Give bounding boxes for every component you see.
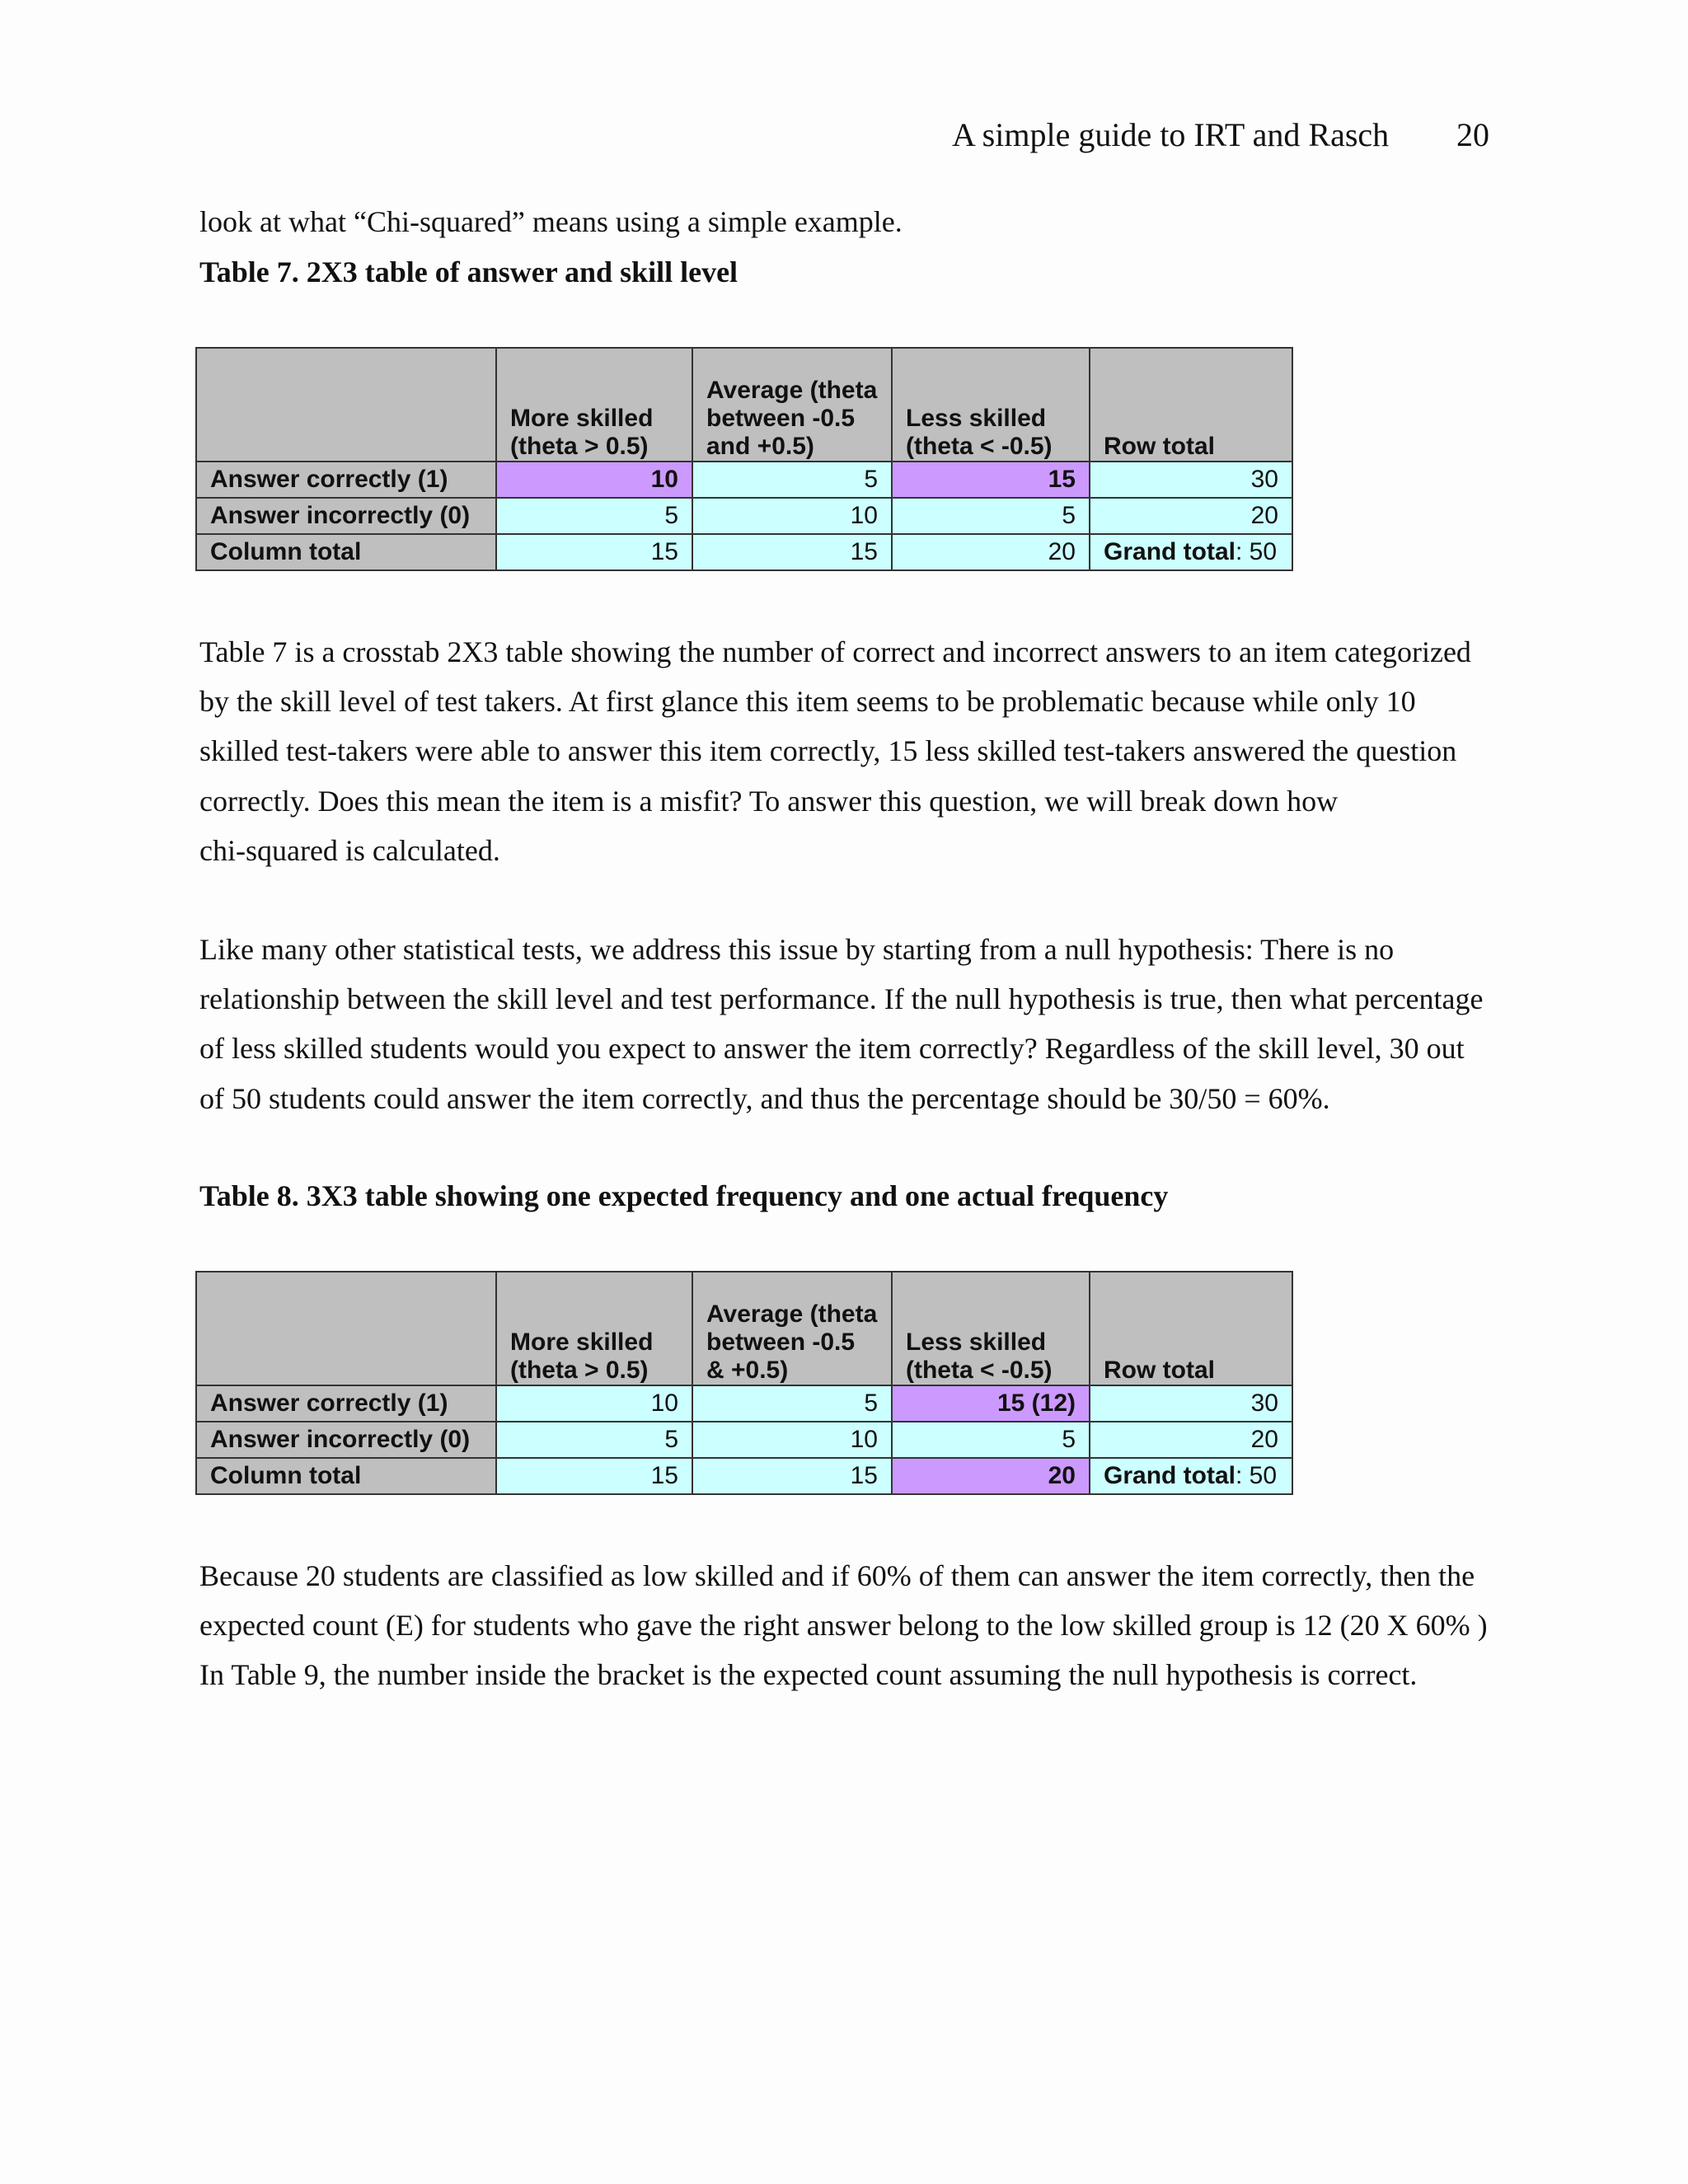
header-row-total: Row total xyxy=(1090,1272,1292,1385)
table-header-row xyxy=(196,1272,1292,1385)
row-label: Answer incorrectly (0) xyxy=(196,1422,496,1458)
table8-caption: Table 8. 3X3 table showing one expected frequency and one actual frequency xyxy=(199,1179,1169,1212)
table8 xyxy=(195,1271,1293,1495)
table-row xyxy=(196,1458,1292,1494)
cell: 15 xyxy=(496,534,692,570)
table7 xyxy=(195,347,1293,571)
header-row-total: Row total xyxy=(1090,348,1292,462)
row-label: Answer incorrectly (0) xyxy=(196,498,496,534)
cell: 5 xyxy=(496,1422,692,1458)
cell: 5 xyxy=(692,1385,892,1422)
header-more-skilled: More skilled (theta > 0.5) xyxy=(496,348,692,462)
cell: 5 xyxy=(496,498,692,534)
grand-total-label: Grand total xyxy=(1104,538,1236,565)
running-title: A simple guide to IRT and Rasch xyxy=(952,116,1390,153)
cell-highlighted: 10 xyxy=(496,462,692,498)
paragraph-line: Because 20 students are classified as low skilled and if 60% of them can answer the item correctly, then the xyxy=(199,1559,1475,1592)
cell-highlighted: 15 (12) xyxy=(892,1385,1090,1422)
cell: 10 xyxy=(692,1422,892,1458)
cell: 15 xyxy=(692,1458,892,1494)
header-less-skilled: Less skilled (theta < -0.5) xyxy=(892,348,1090,462)
paragraph-line: Table 7 is a crosstab 2X3 table showing the number of correct and incorrect answers to an item categorized xyxy=(199,635,1471,668)
row-label: Column total xyxy=(196,534,496,570)
cell: 15 xyxy=(692,534,892,570)
page-number: 20 xyxy=(1456,116,1489,153)
paragraph-line: skilled test-takers were able to answer this item correctly, 15 less skilled test-takers answered the question xyxy=(199,734,1457,768)
header-less-skilled: Less skilled (theta < -0.5) xyxy=(892,1272,1090,1385)
paragraph-line: chi-squared is calculated. xyxy=(199,833,500,867)
grand-total-cell xyxy=(1090,1458,1292,1494)
table-header-row xyxy=(196,348,1292,462)
grand-total-value: : 50 xyxy=(1236,538,1278,565)
header-cell-empty xyxy=(196,348,496,462)
cell: 30 xyxy=(1090,1385,1292,1422)
row-label: Answer correctly (1) xyxy=(196,1385,496,1422)
paragraph-line: correctly. Does this mean the item is a misfit? To answer this question, we will break down how xyxy=(199,784,1339,818)
paragraph3 xyxy=(199,1551,1502,1700)
paragraph-line: Like many other statistical tests, we address this issue by starting from a null hypothesis: There is no xyxy=(199,933,1395,966)
paragraph-line: relationship between the skill level and test performance. If the null hypothesis is true, then what percentage xyxy=(199,982,1484,1016)
cell: 5 xyxy=(692,462,892,498)
paragraph2 xyxy=(199,925,1502,1123)
paragraph-line: expected count (E) for students who gave the right answer belong to the low skilled group is 12 (20 X 60% ) xyxy=(199,1609,1488,1643)
cell: 10 xyxy=(496,1385,692,1422)
header-more-skilled: More skilled (theta > 0.5) xyxy=(496,1272,692,1385)
cell: 20 xyxy=(892,534,1090,570)
running-header xyxy=(952,115,1489,154)
header-average: Average (theta between -0.5 and +0.5) xyxy=(692,348,892,462)
cell-highlighted: 20 xyxy=(892,1458,1090,1494)
cell-highlighted: 15 xyxy=(892,462,1090,498)
cell: 20 xyxy=(1090,498,1292,534)
cell: 10 xyxy=(692,498,892,534)
paragraph1 xyxy=(199,627,1502,875)
cell: 30 xyxy=(1090,462,1292,498)
cell: 5 xyxy=(892,1422,1090,1458)
table-row xyxy=(196,1385,1292,1422)
table7-caption: Table 7. 2X3 table of answer and skill level xyxy=(199,255,738,288)
cell: 5 xyxy=(892,498,1090,534)
header-average: Average (theta between -0.5 & +0.5) xyxy=(692,1272,892,1385)
row-label: Answer correctly (1) xyxy=(196,462,496,498)
paragraph-line: by the skill level of test takers. At first glance this item seems to be problematic because while only 10 xyxy=(199,685,1416,719)
table-row xyxy=(196,498,1292,534)
table-row xyxy=(196,534,1292,570)
cell: 20 xyxy=(1090,1422,1292,1458)
intro-line: look at what “Chi-squared” means using a simple example. xyxy=(199,205,903,238)
cell: 15 xyxy=(496,1458,692,1494)
grand-total-value: : 50 xyxy=(1236,1462,1278,1489)
grand-total-label: Grand total xyxy=(1104,1462,1236,1489)
grand-total-cell xyxy=(1090,534,1292,570)
row-label: Column total xyxy=(196,1458,496,1494)
paragraph-line: In Table 9, the number inside the bracket is the expected count assuming the null hypothesis is correct. xyxy=(199,1658,1418,1692)
table-row xyxy=(196,1422,1292,1458)
header-cell-empty xyxy=(196,1272,496,1385)
paragraph-line: of 50 students could answer the item correctly, and thus the percentage should be 30/50 = 60%. xyxy=(199,1081,1330,1115)
paragraph-line: of less skilled students would you expect to answer the item correctly? Regardless of the skill level, 30 out xyxy=(199,1032,1465,1066)
table-row xyxy=(196,462,1292,498)
